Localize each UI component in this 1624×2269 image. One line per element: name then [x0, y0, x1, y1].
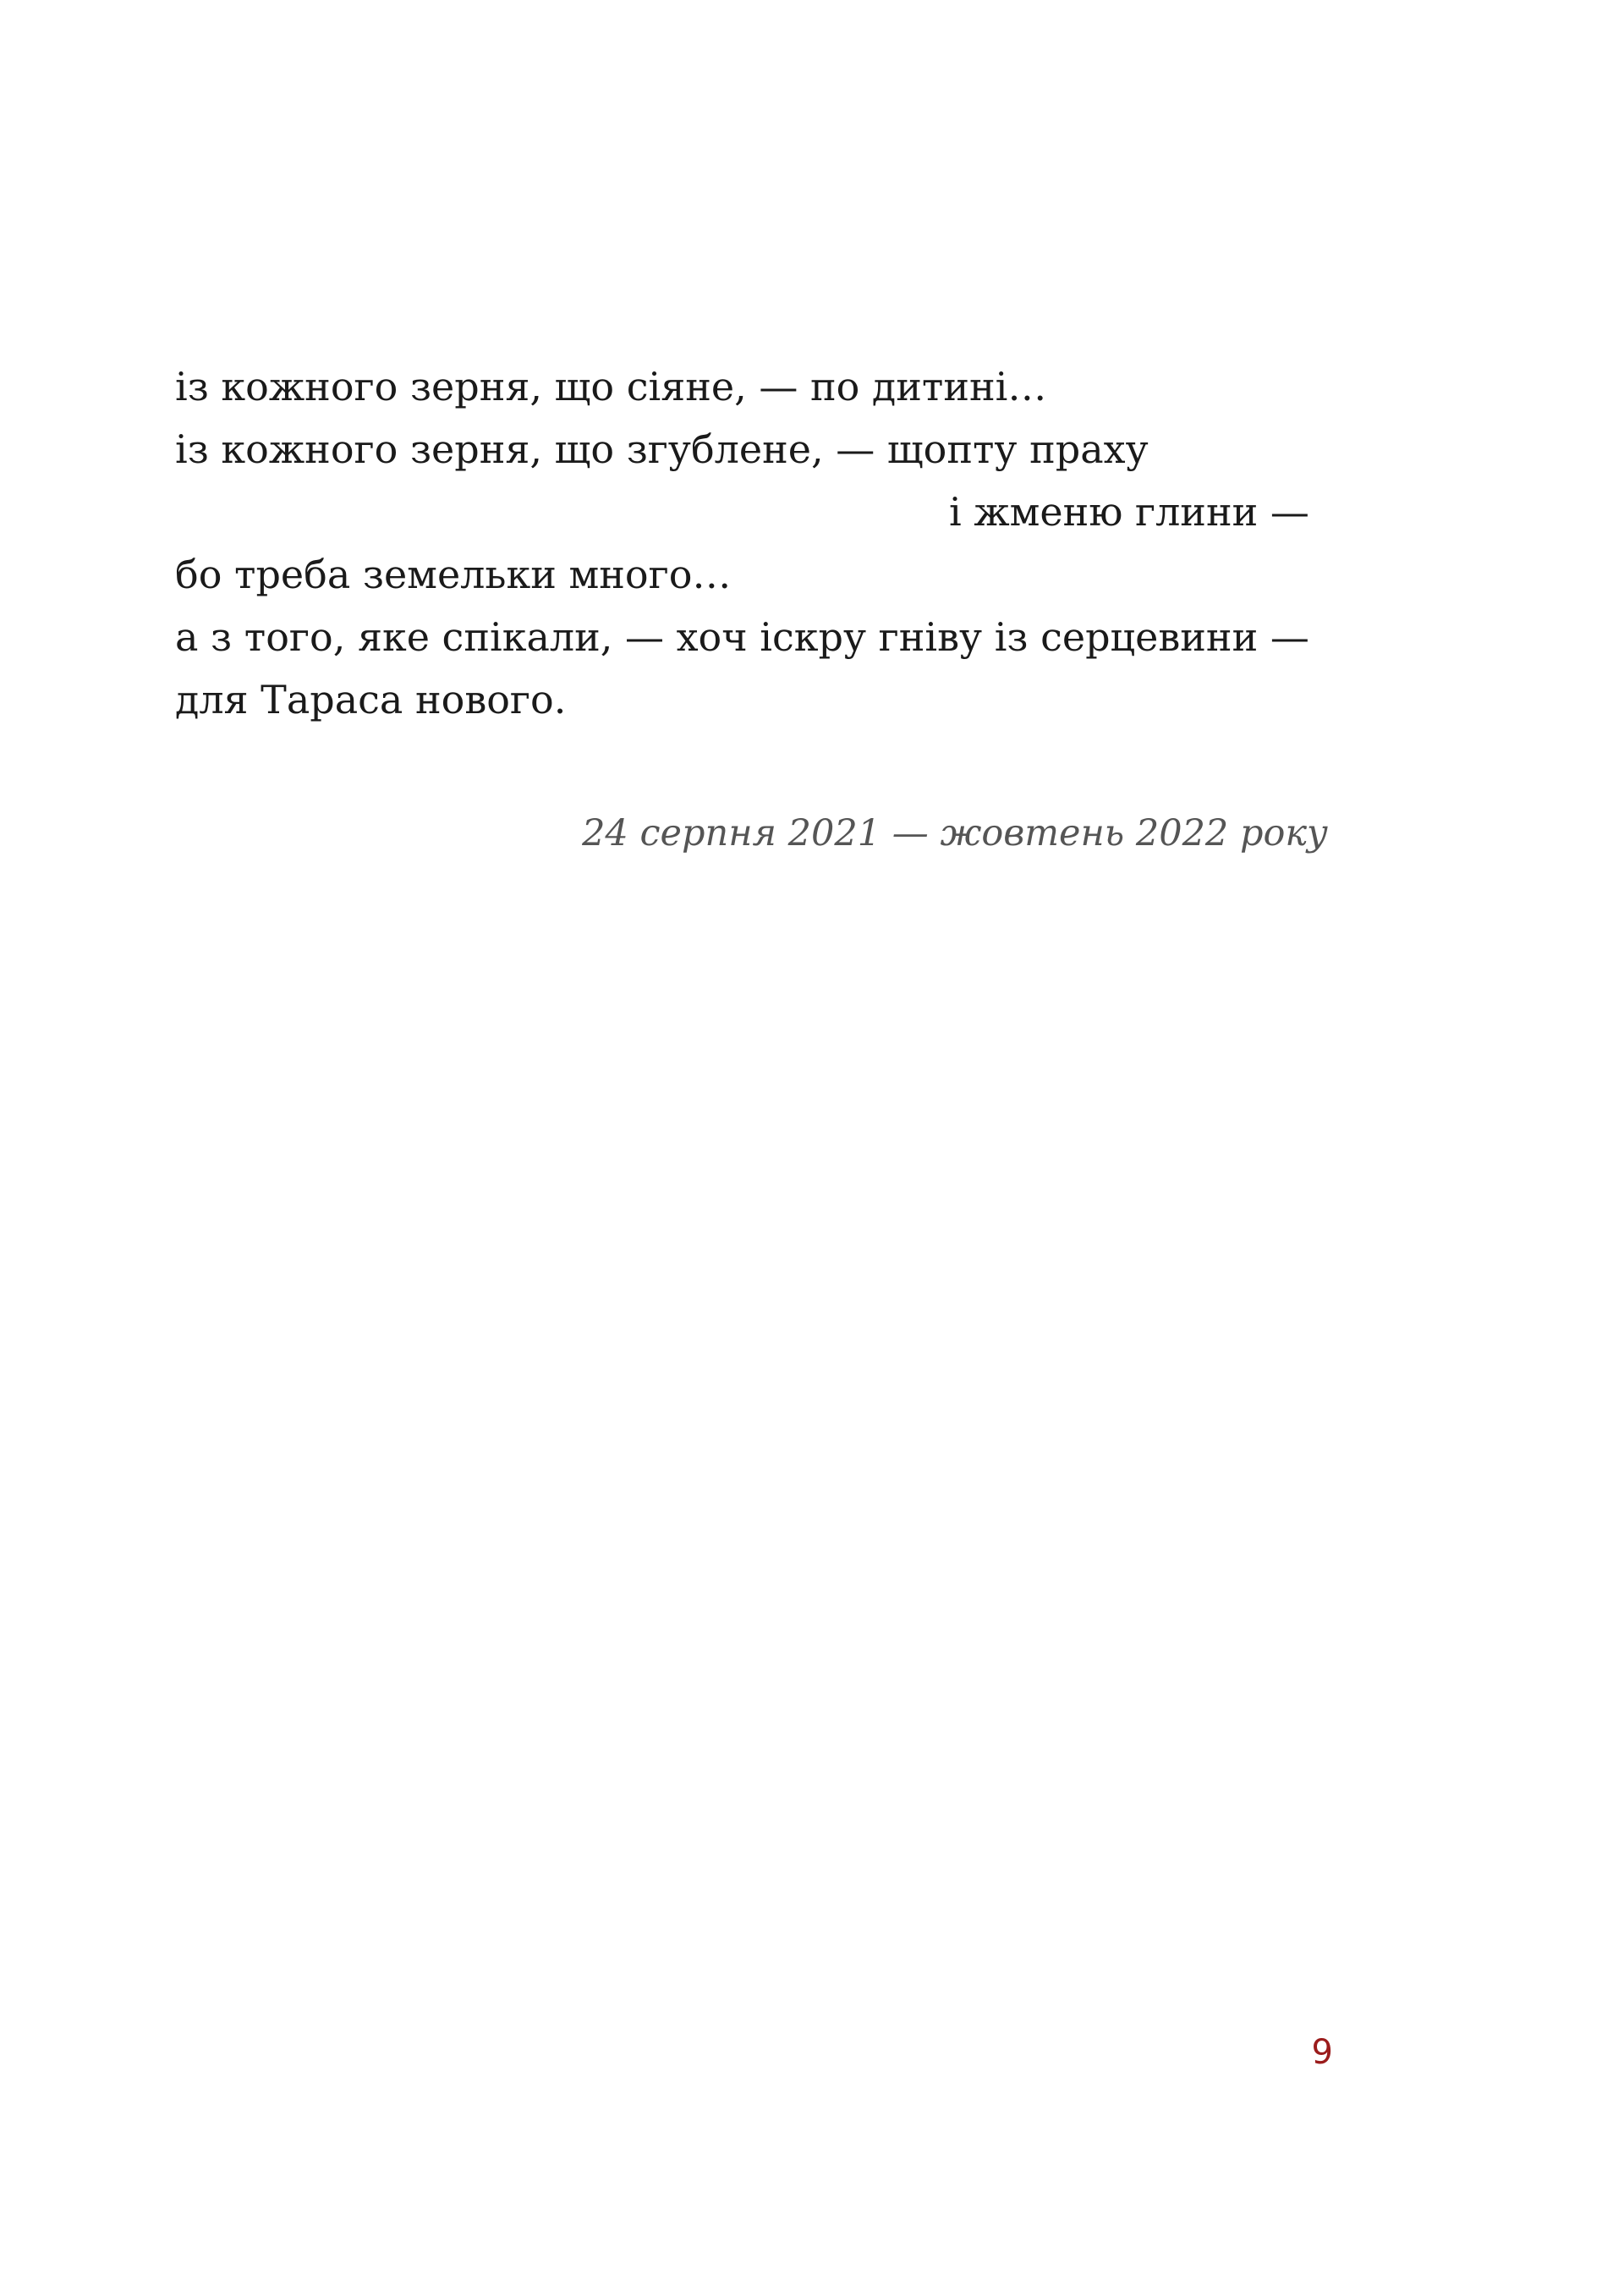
- poem-line-2: із кожного зерня, що згублене, — щопту праху: [175, 426, 1149, 472]
- page-number: 9: [1311, 2033, 1333, 2072]
- poem-line-4: бо треба земельки много…: [175, 552, 732, 597]
- poem-line-5: а з того, яке спікали, — хоч іскру гніву із серцевини —: [175, 614, 1309, 660]
- poem-line-3: і жменю глини —: [949, 489, 1309, 535]
- poem-line-1: із кожного зерня, що сіяне, — по дитині…: [175, 364, 1047, 409]
- poem-block: [175, 355, 1359, 731]
- poem-line-6: для Тараса нового.: [175, 677, 567, 722]
- poem-date: 24 серпня 2021 — жовтень 2022 року: [582, 812, 1328, 854]
